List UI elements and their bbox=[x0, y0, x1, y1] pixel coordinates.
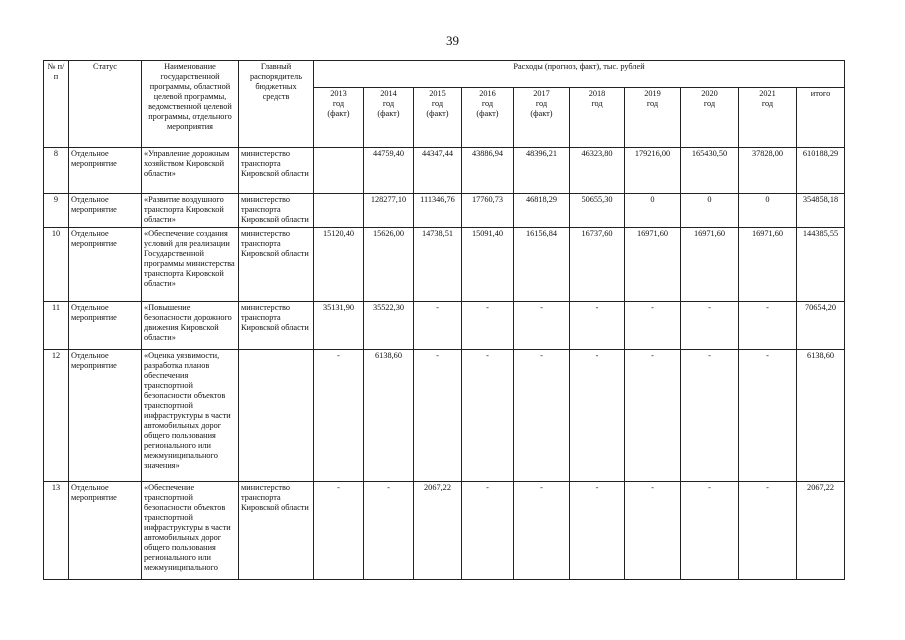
value-cell: - bbox=[739, 482, 797, 580]
col-header-name: Наименование государственной программы, областной целевой программы, ведомственной целевой программы, отдельного мероприятия bbox=[142, 61, 239, 148]
year-header: 2018 год bbox=[570, 88, 625, 148]
value-cell: 16971,60 bbox=[681, 228, 739, 302]
value-cell: - bbox=[462, 302, 514, 350]
row-number: 11 bbox=[44, 302, 69, 350]
row-name: «Управление дорожным хозяйством Кировской области» bbox=[142, 148, 239, 194]
value-cell: 14738,51 bbox=[414, 228, 462, 302]
col-header-num: № п/п bbox=[44, 61, 69, 148]
table-row bbox=[44, 228, 845, 302]
year-header: 2016 год (факт) bbox=[462, 88, 514, 148]
value-cell: 16971,60 bbox=[739, 228, 797, 302]
value-cell: 35131,90 bbox=[314, 302, 364, 350]
year-header: 2020 год bbox=[681, 88, 739, 148]
total-cell: 144385,55 bbox=[797, 228, 845, 302]
value-cell: - bbox=[625, 350, 681, 482]
value-cell: - bbox=[462, 350, 514, 482]
row-status: Отдельное мероприятие bbox=[69, 302, 142, 350]
table-row bbox=[44, 350, 845, 482]
value-cell: - bbox=[681, 350, 739, 482]
value-cell: - bbox=[739, 302, 797, 350]
total-cell: 354858,18 bbox=[797, 194, 845, 228]
col-header-expenses: Расходы (прогноз, факт), тыс. рублей bbox=[314, 61, 845, 88]
value-cell: 50655,30 bbox=[570, 194, 625, 228]
row-number: 9 bbox=[44, 194, 69, 228]
value-cell: 43886,94 bbox=[462, 148, 514, 194]
row-manager: министерство транспорта Кировской области bbox=[239, 228, 314, 302]
value-cell: 0 bbox=[739, 194, 797, 228]
total-cell: 70654,20 bbox=[797, 302, 845, 350]
row-number: 12 bbox=[44, 350, 69, 482]
value-cell: - bbox=[462, 482, 514, 580]
table-row bbox=[44, 482, 845, 580]
page-number: 39 bbox=[446, 33, 459, 48]
value-cell: 15626,00 bbox=[364, 228, 414, 302]
value-cell: - bbox=[570, 350, 625, 482]
value-cell: - bbox=[414, 302, 462, 350]
value-cell: - bbox=[314, 350, 364, 482]
value-cell: 16737,60 bbox=[570, 228, 625, 302]
value-cell: 128277,10 bbox=[364, 194, 414, 228]
value-cell: 46323,80 bbox=[570, 148, 625, 194]
table-row bbox=[44, 302, 845, 350]
value-cell bbox=[314, 194, 364, 228]
value-cell: 15120,40 bbox=[314, 228, 364, 302]
value-cell: 35522,30 bbox=[364, 302, 414, 350]
value-cell: 48396,21 bbox=[514, 148, 570, 194]
row-number: 10 bbox=[44, 228, 69, 302]
total-cell: 610188,29 bbox=[797, 148, 845, 194]
year-header: 2021 год bbox=[739, 88, 797, 148]
row-name: «Обеспечение транспортной безопасности объектов транспортной инфраструктуры в части автомобильных дорог общего пользования регионального или межмуниципального bbox=[142, 482, 239, 580]
value-cell: 37828,00 bbox=[739, 148, 797, 194]
total-header: итого bbox=[797, 88, 845, 148]
table-row bbox=[44, 194, 845, 228]
row-manager: министерство транспорта Кировской области bbox=[239, 482, 314, 580]
total-cell: 6138,60 bbox=[797, 350, 845, 482]
value-cell: - bbox=[514, 302, 570, 350]
value-cell: 165430,50 bbox=[681, 148, 739, 194]
value-cell: 179216,00 bbox=[625, 148, 681, 194]
row-manager: министерство транспорта Кировской области bbox=[239, 148, 314, 194]
value-cell: 111346,76 bbox=[414, 194, 462, 228]
table-row bbox=[44, 148, 845, 194]
value-cell: - bbox=[314, 482, 364, 580]
value-cell: - bbox=[739, 350, 797, 482]
row-status: Отдельное мероприятие bbox=[69, 482, 142, 580]
value-cell: - bbox=[364, 482, 414, 580]
row-status: Отдельное мероприятие bbox=[69, 148, 142, 194]
value-cell: 46818,29 bbox=[514, 194, 570, 228]
row-status: Отдельное мероприятие bbox=[69, 228, 142, 302]
value-cell: 0 bbox=[681, 194, 739, 228]
year-header: 2019 год bbox=[625, 88, 681, 148]
row-name: «Повышение безопасности дорожного движения Кировской области» bbox=[142, 302, 239, 350]
row-name: «Развитие воздушного транспорта Кировской области» bbox=[142, 194, 239, 228]
year-header: 2015 год (факт) bbox=[414, 88, 462, 148]
expenses-table bbox=[43, 60, 845, 580]
value-cell: - bbox=[514, 482, 570, 580]
value-cell: 44759,40 bbox=[364, 148, 414, 194]
row-manager: министерство транспорта Кировской области bbox=[239, 302, 314, 350]
value-cell: 6138,60 bbox=[364, 350, 414, 482]
year-header: 2013 год (факт) bbox=[314, 88, 364, 148]
col-header-status: Статус bbox=[69, 61, 142, 148]
value-cell: - bbox=[570, 482, 625, 580]
value-cell bbox=[314, 148, 364, 194]
row-name: «Обеспечение создания условий для реализации Государственной программы министерства транспорта Кировской области» bbox=[142, 228, 239, 302]
value-cell: 16156,84 bbox=[514, 228, 570, 302]
row-name: «Оценка уязвимости, разработка планов обеспечения транспортной безопасности объектов транспортной инфраструктуры в части автомобильных дорог общего пользования регионального или межмуниципального значения» bbox=[142, 350, 239, 482]
value-cell: - bbox=[681, 302, 739, 350]
value-cell: - bbox=[414, 350, 462, 482]
row-manager bbox=[239, 350, 314, 482]
value-cell: 0 bbox=[625, 194, 681, 228]
value-cell: - bbox=[514, 350, 570, 482]
row-number: 13 bbox=[44, 482, 69, 580]
value-cell: 44347,44 bbox=[414, 148, 462, 194]
value-cell: - bbox=[570, 302, 625, 350]
row-number: 8 bbox=[44, 148, 69, 194]
value-cell: 16971,60 bbox=[625, 228, 681, 302]
row-status: Отдельное мероприятие bbox=[69, 194, 142, 228]
year-header: 2017 год (факт) bbox=[514, 88, 570, 148]
value-cell: - bbox=[681, 482, 739, 580]
col-header-manager: Главный распорядитель бюджетных средств bbox=[239, 61, 314, 148]
value-cell: 15091,40 bbox=[462, 228, 514, 302]
value-cell: 2067,22 bbox=[414, 482, 462, 580]
total-cell: 2067,22 bbox=[797, 482, 845, 580]
value-cell: 17760,73 bbox=[462, 194, 514, 228]
value-cell: - bbox=[625, 302, 681, 350]
year-header: 2014 год (факт) bbox=[364, 88, 414, 148]
row-manager: министерство транспорта Кировской области bbox=[239, 194, 314, 228]
value-cell: - bbox=[625, 482, 681, 580]
row-status: Отдельное мероприятие bbox=[69, 350, 142, 482]
